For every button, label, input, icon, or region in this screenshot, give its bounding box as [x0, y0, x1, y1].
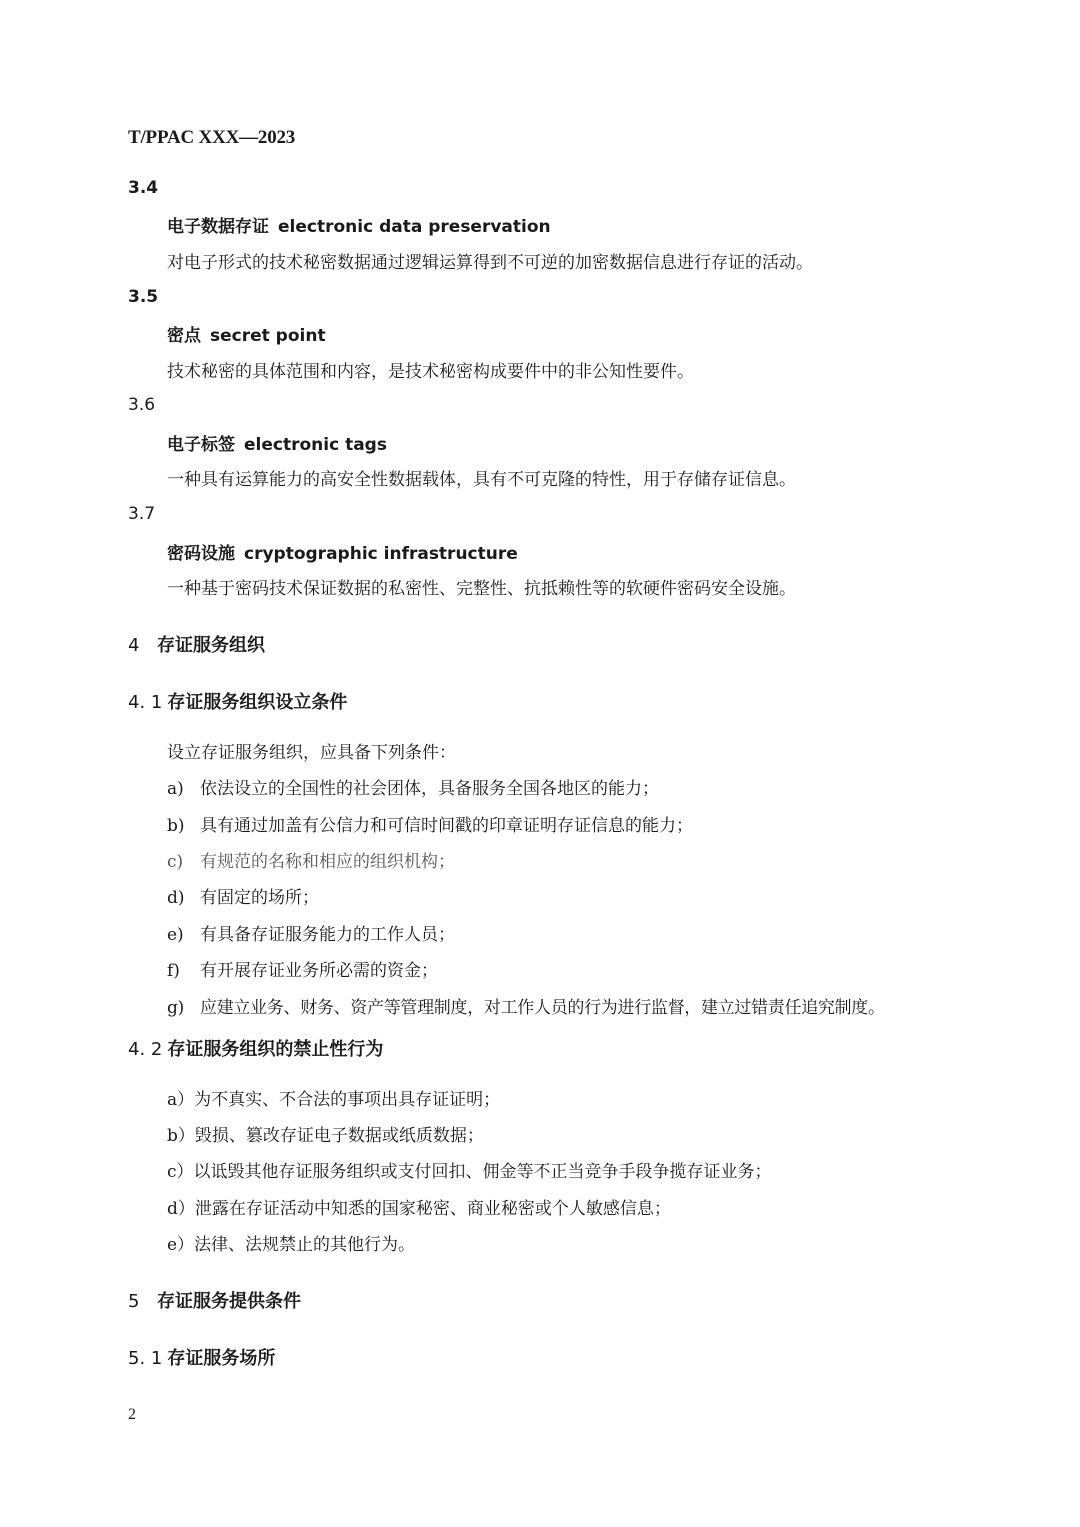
list-item: [167, 1157, 772, 1182]
list-marker: c）: [167, 1162, 194, 1182]
subsection-heading: [128, 688, 347, 714]
term-en: cryptographic infrastructure: [244, 544, 518, 564]
intro-paragraph: 设立存证服务组织，应具备下列条件：: [167, 743, 456, 763]
section-title: 存证服务提供条件: [157, 1291, 301, 1312]
term-number: 3.7: [128, 504, 156, 524]
term-zh: 密码设施: [167, 544, 235, 564]
list-item: [167, 1194, 671, 1219]
term-definition: 技术秘密的具体范围和内容，是技术秘密构成要件中的非公知性要件。: [167, 362, 694, 382]
list-item: [167, 920, 455, 945]
term-en: electronic tags: [244, 435, 387, 455]
term-heading: [167, 321, 326, 346]
list-text: 有开展存证业务所必需的资金；: [200, 961, 438, 981]
list-text: 毁损、篡改存证电子数据或纸质数据；: [194, 1126, 484, 1146]
list-item: [167, 811, 693, 836]
list-text: 泄露在存证活动中知悉的国家秘密、商业秘密或个人敏感信息；: [194, 1199, 671, 1219]
list-marker: c): [167, 852, 184, 872]
list-marker: f): [167, 961, 180, 981]
list-text: 为不真实、不合法的事项出具存证证明；: [194, 1090, 501, 1110]
section-heading: [128, 1287, 301, 1313]
list-item: [167, 956, 438, 981]
subsection-heading: [128, 1035, 383, 1061]
term-definition: 一种基于密码技术保证数据的私密性、完整性、抗抵赖性等的软硬件密码安全设施。: [167, 579, 796, 599]
subsection-heading: [128, 1344, 275, 1370]
list-text: 法律、法规禁止的其他行为。: [194, 1235, 416, 1255]
page-number: 2: [128, 1406, 136, 1423]
list-item: [167, 774, 659, 799]
list-marker: d): [167, 888, 185, 908]
term-heading: [167, 212, 551, 237]
list-marker: d）: [167, 1199, 195, 1219]
list-text: 依法设立的全国性的社会团体，具备服务全国各地区的能力；: [200, 779, 659, 799]
list-item: [167, 847, 455, 872]
term-zh: 密点: [167, 326, 201, 346]
term-en: electronic data preservation: [278, 217, 551, 237]
subsection-number: 5. 1: [128, 1348, 163, 1369]
list-text: 有固定的场所；: [200, 888, 319, 908]
list-marker: e）: [167, 1235, 195, 1255]
list-marker: e): [167, 925, 184, 945]
section-number: 5: [128, 1291, 140, 1312]
subsection-title: 存证服务场所: [167, 1348, 276, 1369]
list-text: 有规范的名称和相应的组织机构；: [200, 852, 455, 872]
list-text: 有具备存证服务能力的工作人员；: [200, 925, 455, 945]
document-id: T/PPAC XXX—2023: [128, 127, 296, 148]
subsection-title: 存证服务组织设立条件: [167, 692, 348, 713]
term-number: 3.4: [128, 178, 159, 198]
list-item: [167, 993, 885, 1018]
list-item: [167, 883, 319, 908]
list-marker: a): [167, 779, 184, 799]
list-item: [167, 1121, 484, 1146]
list-marker: b）: [167, 1126, 195, 1146]
term-definition: 一种具有运算能力的高安全性数据载体，具有不可克隆的特性，用于存储存证信息。: [167, 470, 796, 490]
term-heading: [167, 539, 518, 564]
subsection-title: 存证服务组织的禁止性行为: [167, 1039, 384, 1060]
section-heading: [128, 631, 265, 657]
list-marker: b): [167, 816, 185, 836]
term-zh: 电子数据存证: [167, 217, 269, 237]
list-text: 以诋毁其他存证服务组织或支付回扣、佣金等不正当竞争手段争揽存证业务；: [193, 1162, 772, 1182]
list-marker: a）: [167, 1090, 195, 1110]
list-item: [167, 1085, 500, 1110]
term-heading: [167, 430, 387, 455]
term-definition: 对电子形式的技术秘密数据通过逻辑运算得到不可逆的加密数据信息进行存证的活动。: [167, 253, 813, 273]
section-title: 存证服务组织: [157, 635, 265, 656]
list-text: 应建立业务、财务、资产等管理制度，对工作人员的行为进行监督，建立过错责任追究制度。: [200, 998, 885, 1018]
list-marker: g): [167, 998, 184, 1018]
list-item: [167, 1230, 415, 1255]
subsection-number: 4. 2: [128, 1039, 163, 1060]
term-number: 3.6: [128, 395, 156, 415]
subsection-number: 4. 1: [128, 692, 163, 713]
list-text: 具有通过加盖有公信力和可信时间戳的印章证明存证信息的能力；: [200, 816, 693, 836]
section-number: 4: [128, 635, 140, 656]
term-number: 3.5: [128, 287, 159, 307]
term-en: secret point: [210, 326, 326, 346]
term-zh: 电子标签: [167, 435, 235, 455]
